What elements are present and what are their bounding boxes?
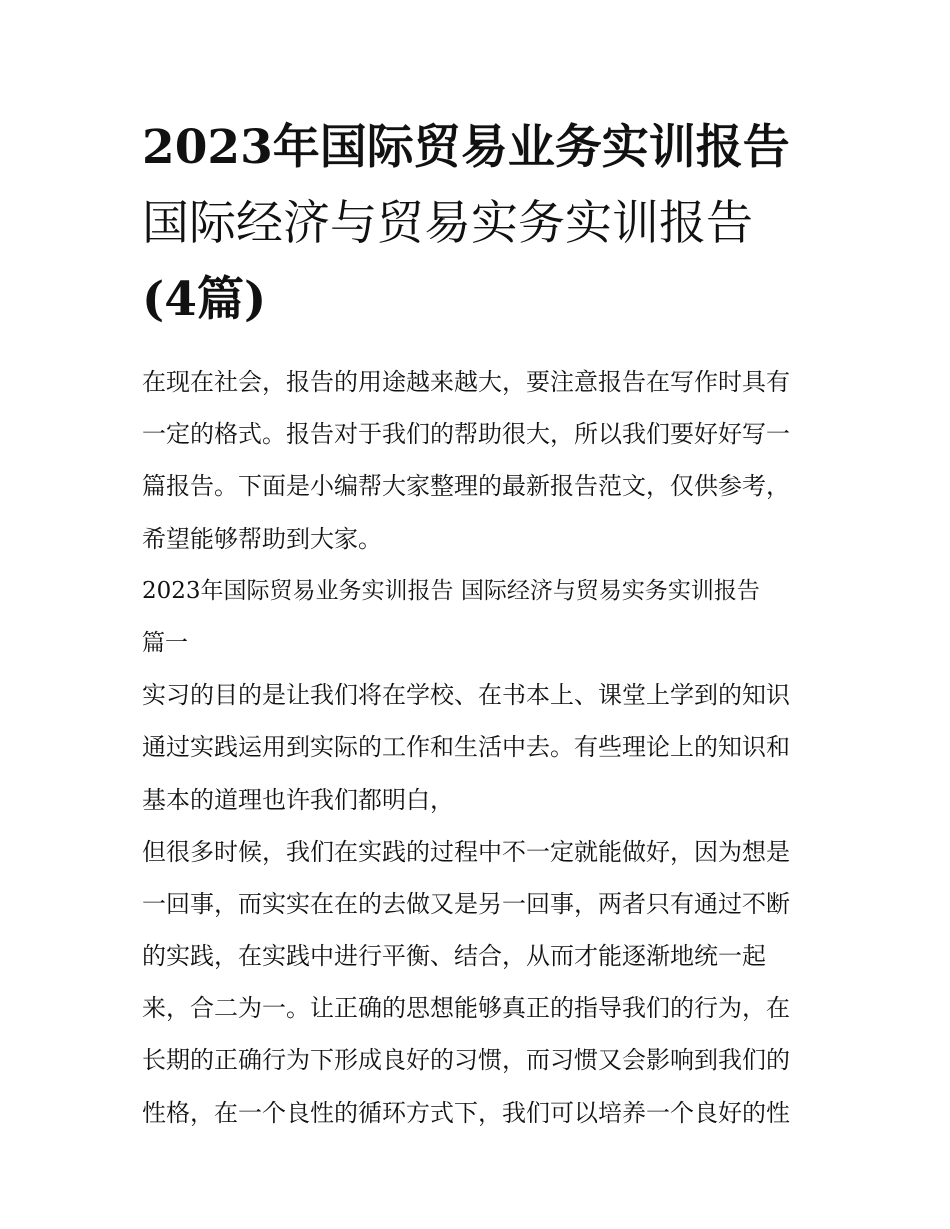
section-heading-line-2: 篇一 [142,629,188,656]
title-line-2: 国际经济与贸易实务实训报告 [142,196,753,251]
section-heading [142,565,817,669]
title-line-3: (4篇) [142,272,267,327]
paragraph2-line-5: 长期的正确行为下形成良好的习惯，而习惯又会影响到我们的 [142,1046,790,1075]
intro-line-3: 篇报告。下面是小编帮大家整理的最新报告范文，仅供参考， [142,472,790,501]
body-paragraph-2 [142,826,817,1139]
title-line-1: 2023年国际贸易业务实训报告 [142,120,790,175]
intro-line-1: 在现在社会，报告的用途越来越大，要注意报告在写作时具有 [142,368,790,396]
paragraph1-line-3: 基本的道理也许我们都明白， [142,785,454,814]
intro-line-4: 希望能够帮助到大家。 [142,524,382,553]
intro-line-2: 一定的格式。报告对于我们的帮助很大，所以我们要好好写一 [142,420,790,449]
paragraph2-line-6: 性格，在一个良性的循环方式下，我们可以培养一个良好的性 [142,1098,790,1127]
body-paragraph-1 [142,669,817,826]
document-body [142,356,817,1139]
paragraph1-line-1: 实习的目的是让我们将在学校、在书本上、课堂上学到的知识 [142,681,790,710]
document-title [142,110,817,338]
paragraph2-line-2: 一回事，而实实在在的去做又是另一回事，两者只有通过不断 [142,889,790,918]
paragraph2-line-3: 的实践，在实践中进行平衡、结合，从而才能逐渐地统一起 [142,942,766,971]
section-heading-line-1: 2023年国际贸易业务实训报告 国际经济与贸易实务实训报告 [142,577,760,604]
paragraph2-line-1: 但很多时候，我们在实践的过程中不一定就能做好，因为想是 [142,837,790,866]
paragraph2-line-4: 来，合二为一。让正确的思想能够真正的指导我们的行为，在 [142,994,790,1023]
intro-paragraph [142,356,817,565]
paragraph1-line-2: 通过实践运用到实际的工作和生活中去。有些理论上的知识和 [142,733,790,762]
